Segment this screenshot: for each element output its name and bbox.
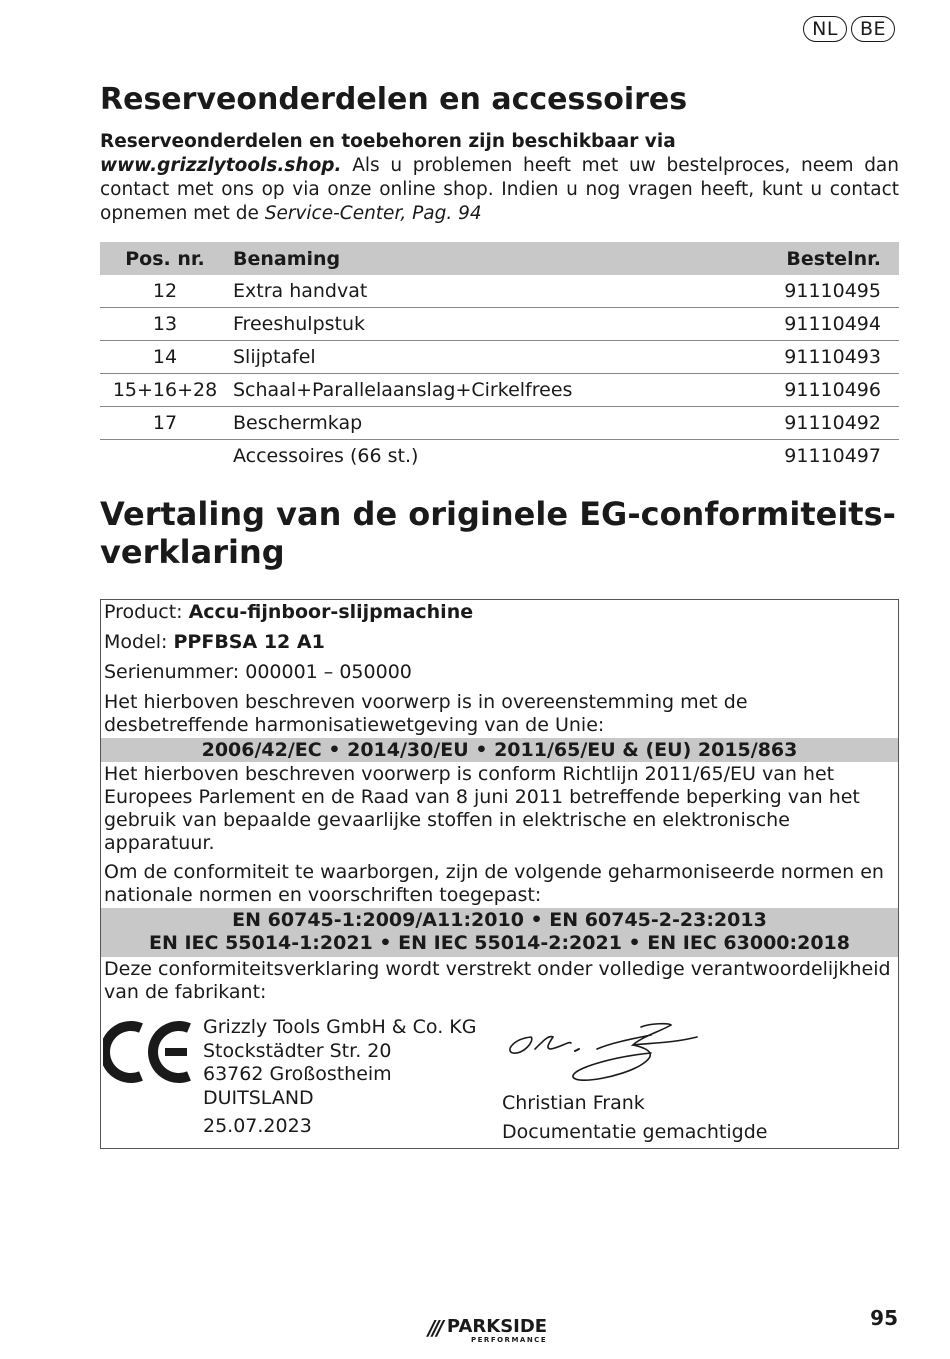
model-value: PPFBSA 12 A1	[173, 631, 325, 653]
cell-pos	[100, 440, 230, 473]
cell-order: 91110497	[731, 440, 899, 473]
table-row	[100, 275, 899, 308]
signer-block	[502, 1089, 767, 1147]
cell-name: Extra handvat	[233, 280, 368, 302]
signature-icon	[501, 1015, 701, 1085]
logo-slashes-icon: ///	[428, 1316, 441, 1340]
product-line	[101, 601, 898, 624]
product-label: Product:	[104, 601, 189, 623]
cell-pos: 15+16+28	[100, 374, 230, 407]
col-header-order: Bestelnr.	[731, 242, 899, 275]
address-line: 63762 Großostheim	[203, 1063, 392, 1085]
standards-line-2: EN IEC 55014-1:2021 • EN IEC 55014-2:2021 • EN IEC 63000:2018	[148, 932, 850, 954]
intro-text: Als u problemen heeft met uw bestelproces, neem dan contact met ons op via onze online shop. Indien u nog vragen heeft, kunt u contact opnemen met de	[100, 155, 899, 224]
ce-mark-icon	[103, 1020, 193, 1084]
shop-url: www.grizzlytools.shop.	[100, 155, 342, 176]
declaration-box	[100, 599, 899, 1149]
product-value: Accu-fijnboor-slijpmachine	[188, 601, 474, 623]
lang-badge-be: BE	[851, 16, 895, 42]
cell-name: Beschermkap	[230, 407, 731, 440]
manufacturer-address	[203, 1016, 476, 1139]
section-title-spare-parts: Reserveonderdelen en accessoires	[100, 82, 688, 117]
page-number: 95	[870, 1306, 898, 1330]
parkside-logo	[428, 1316, 547, 1344]
intro-bold: Reserveonderdelen en toebehoren zijn beschikbaar via	[100, 131, 676, 152]
cell-pos: 17	[100, 407, 230, 440]
address-line: Stockstädter Str. 20	[203, 1039, 392, 1062]
section-title-declaration	[100, 495, 899, 571]
standards-line-1: EN 60745-1:2009/A11:2010 • EN 60745-2-23:2013	[232, 909, 767, 931]
logo-brand: PARKSIDE	[446, 1316, 548, 1337]
serial-line: Serienummer: 000001 – 050000	[104, 661, 412, 683]
cell-pos: 13	[100, 308, 230, 341]
cell-order: 91110492	[731, 407, 899, 440]
table-row	[100, 440, 899, 473]
conformity-text-3: Om de conformiteit te waarborgen, zijn de volgende geharmoniseerde normen en nationale normen en voorschriften toegepast:	[104, 861, 884, 906]
col-header-name: Benaming	[230, 242, 731, 275]
cell-name: Accessoires (66 st.)	[230, 440, 731, 473]
directives-band: 2006/42/EC • 2014/30/EU • 2011/65/EU & (EU) 2015/863	[101, 738, 898, 762]
service-center-ref: Service-Center, Pag. 94	[264, 203, 482, 224]
conformity-text-4: Deze conformiteitsverklaring wordt verstrekt onder volledige verantwoordelijkheid van de fabrikant:	[104, 958, 891, 1003]
address-line: Grizzly Tools GmbH & Co. KG	[203, 1016, 477, 1038]
model-label: Model:	[104, 631, 174, 653]
table-row	[100, 374, 899, 407]
spare-parts-table	[100, 242, 899, 472]
lang-badge-nl: NL	[803, 16, 847, 42]
address-line: DUITSLAND	[203, 1086, 314, 1109]
model-line	[101, 631, 898, 654]
cell-order: 91110493	[731, 341, 899, 374]
table-header-row	[100, 242, 899, 275]
declaration-title-line1: Vertaling van de originele EG-conformiteits-	[100, 495, 896, 533]
signer-name: Christian Frank	[502, 1092, 645, 1114]
cell-pos: 12	[152, 280, 178, 302]
cell-pos: 14	[100, 341, 230, 374]
declaration-date: 25.07.2023	[203, 1115, 312, 1137]
cell-name: Schaal+Parallelaanslag+Cirkelfrees	[230, 374, 731, 407]
cell-order: 91110496	[731, 374, 899, 407]
table-row	[100, 407, 899, 440]
standards-band	[101, 908, 898, 957]
signer-role: Documentatie gemachtigde	[502, 1121, 768, 1143]
declaration-title-line2: verklaring	[100, 533, 285, 571]
cell-order: 91110495	[784, 280, 881, 302]
logo-sub: PERFORMANCE	[471, 1336, 548, 1344]
language-badges	[803, 16, 895, 42]
cell-order: 91110494	[731, 308, 899, 341]
spare-parts-intro	[100, 130, 899, 226]
table-row	[100, 341, 899, 374]
col-header-pos: Pos. nr.	[100, 242, 230, 275]
conformity-text-1: Het hierboven beschreven voorwerp is in overeenstemming met de desbetreffende harmonisatiewetgeving van de Unie:	[104, 691, 748, 736]
table-row	[100, 308, 899, 341]
conformity-text-2: Het hierboven beschreven voorwerp is conform Richtlijn 2011/65/EU van het Europees Parlement en de Raad van 8 juni 2011 betreffende beperking van het gebruik van bepaalde gevaarlijke stoffen in elektrische en elektronische apparatuur.	[104, 763, 860, 854]
cell-name: Slijptafel	[230, 341, 731, 374]
cell-name: Freeshulpstuk	[230, 308, 731, 341]
